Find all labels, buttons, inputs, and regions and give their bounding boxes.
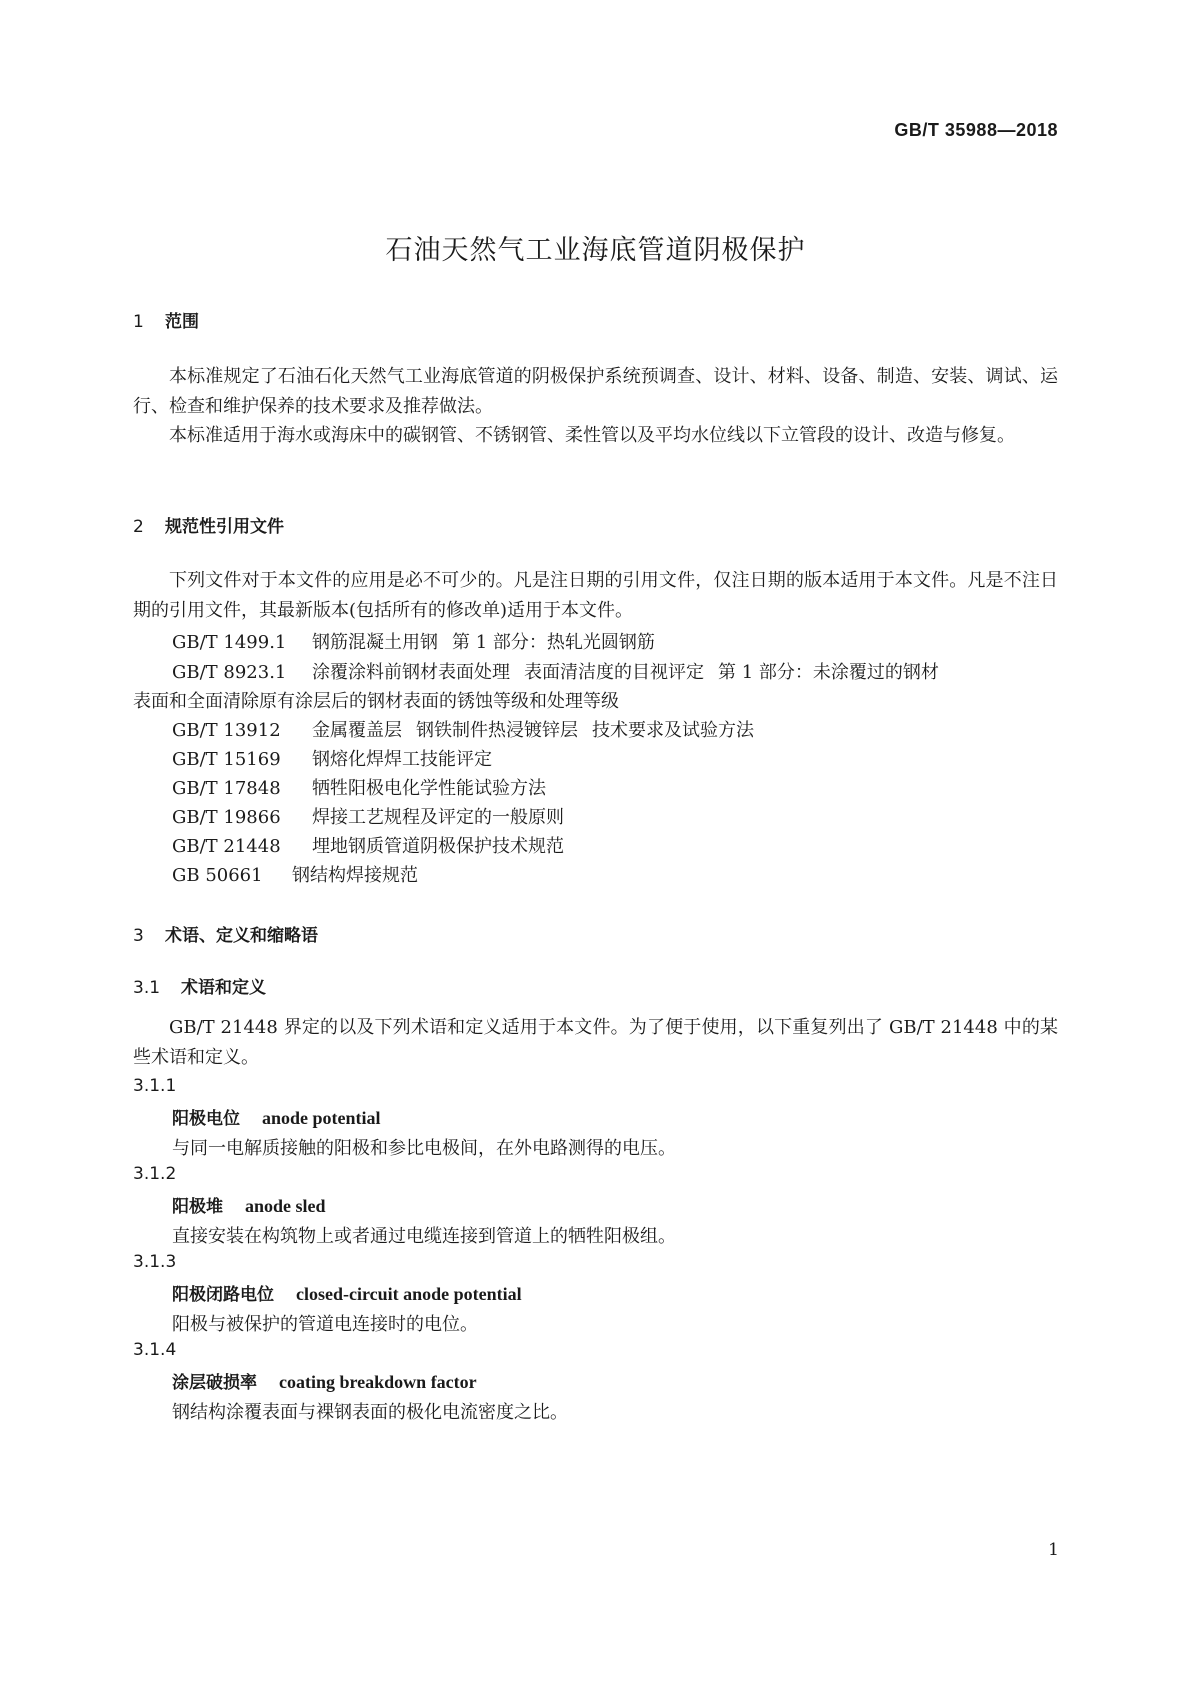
term-chinese: 阳极闭路电位: [172, 1285, 274, 1305]
term-english: coating breakdown factor: [279, 1372, 477, 1392]
section-number: 1: [133, 312, 144, 332]
section-title: 术语、定义和缩略语: [165, 926, 318, 946]
section-2-heading: [133, 512, 284, 537]
term-entry: [172, 1104, 381, 1129]
reference-code: GB/T 15169: [172, 749, 281, 770]
term-entry: [172, 1192, 326, 1217]
reference-item: [172, 716, 754, 742]
term-chinese: 涂层破损率: [172, 1373, 257, 1393]
term-chinese: 阳极堆: [172, 1197, 223, 1217]
reference-code: GB/T 21448: [172, 836, 281, 857]
section-title: 规范性引用文件: [165, 517, 284, 537]
reference-item: [172, 745, 492, 771]
section-2-intro: 下列文件对于本文件的应用是必不可少的。凡是注日期的引用文件，仅注日期的版本适用于本文件。凡是不注日期的引用文件，其最新版本(包括所有的修改单)适用于本文件。: [133, 570, 1058, 621]
reference-item: [172, 861, 418, 887]
reference-title: 钢结构焊接规范: [292, 865, 418, 886]
term-definition: 与同一电解质接触的阳极和参比电极间，在外电路测得的电压。: [172, 1138, 676, 1159]
reference-title: 钢熔化焊焊工技能评定: [312, 749, 492, 770]
reference-part: 第 1 部分：未涂覆过的钢材: [718, 662, 939, 683]
term-chinese: 阳极电位: [172, 1109, 240, 1129]
subsection-title: 术语和定义: [181, 978, 266, 998]
reference-code: GB/T 17848: [172, 778, 281, 799]
subsection-number: 3.1: [133, 978, 161, 998]
page-number: 1: [1048, 1540, 1059, 1560]
subsection-3-1-intro: GB/T 21448 界定的以及下列术语和定义适用于本文件。为了便于使用，以下重复列出了 GB/T 21448 中的某些术语和定义。: [133, 1017, 1058, 1068]
term-english: anode sled: [245, 1196, 326, 1216]
term-entry: [172, 1368, 477, 1393]
reference-item: [172, 832, 564, 858]
reference-code: GB/T 1499.1: [172, 632, 287, 653]
term-english: anode potential: [262, 1108, 381, 1128]
reference-title: 焊接工艺规程及评定的一般原则: [312, 807, 564, 828]
reference-title: 埋地钢质管道阴极保护技术规范: [312, 836, 564, 857]
reference-code: GB/T 19866: [172, 807, 281, 828]
term-definition: 直接安装在构筑物上或者通过电缆连接到管道上的牺牲阳极组。: [172, 1226, 676, 1247]
section-1-paragraph-1: 本标准规定了石油石化天然气工业海底管道的阴极保护系统预调查、设计、材料、设备、制造、安装、调试、运行、检查和维护保养的技术要求及推荐做法。: [133, 366, 1058, 417]
reference-item: [172, 658, 939, 684]
term-number: 3.1.4: [133, 1340, 177, 1360]
section-title: 范围: [165, 312, 199, 332]
reference-item: [172, 774, 546, 800]
term-definition: 阳极与被保护的管道电连接时的电位。: [172, 1314, 478, 1335]
subsection-3-1-heading: [133, 973, 266, 998]
reference-item: [172, 628, 655, 654]
reference-part: 第 1 部分：热轧光圆钢筋: [452, 632, 655, 653]
reference-title: 钢筋混凝土用钢: [312, 632, 438, 653]
term-number: 3.1.2: [133, 1164, 177, 1184]
reference-continuation: 表面和全面清除原有涂层后的钢材表面的锈蚀等级和处理等级: [133, 691, 619, 712]
term-definition: 钢结构涂覆表面与裸钢表面的极化电流密度之比。: [172, 1402, 568, 1423]
term-number: 3.1.1: [133, 1076, 177, 1096]
term-number: 3.1.3: [133, 1252, 177, 1272]
reference-title-2: 表面清洁度的目视评定: [524, 662, 704, 683]
standard-code: GB/T 35988—2018: [894, 120, 1058, 140]
reference-title: 金属覆盖层: [312, 720, 402, 741]
section-3-heading: [133, 921, 318, 946]
reference-title: 涂覆涂料前钢材表面处理: [312, 662, 510, 683]
term-english: closed-circuit anode potential: [296, 1284, 522, 1304]
reference-item: [172, 803, 564, 829]
section-number: 3: [133, 926, 144, 946]
document-title: 石油天然气工业海底管道阴极保护: [385, 235, 806, 266]
reference-title-2: 钢铁制件热浸镀锌层: [416, 720, 578, 741]
reference-title: 牺牲阳极电化学性能试验方法: [312, 778, 546, 799]
reference-code: GB 50661: [172, 865, 263, 886]
reference-part: 技术要求及试验方法: [592, 720, 754, 741]
term-entry: [172, 1280, 522, 1305]
reference-code: GB/T 8923.1: [172, 662, 287, 683]
reference-code: GB/T 13912: [172, 720, 281, 741]
section-1-heading: [133, 307, 199, 332]
section-1-paragraph-2: 本标准适用于海水或海床中的碳钢管、不锈钢管、柔性管以及平均水位线以下立管段的设计、改造与修复。: [169, 425, 1015, 446]
section-number: 2: [133, 517, 144, 537]
